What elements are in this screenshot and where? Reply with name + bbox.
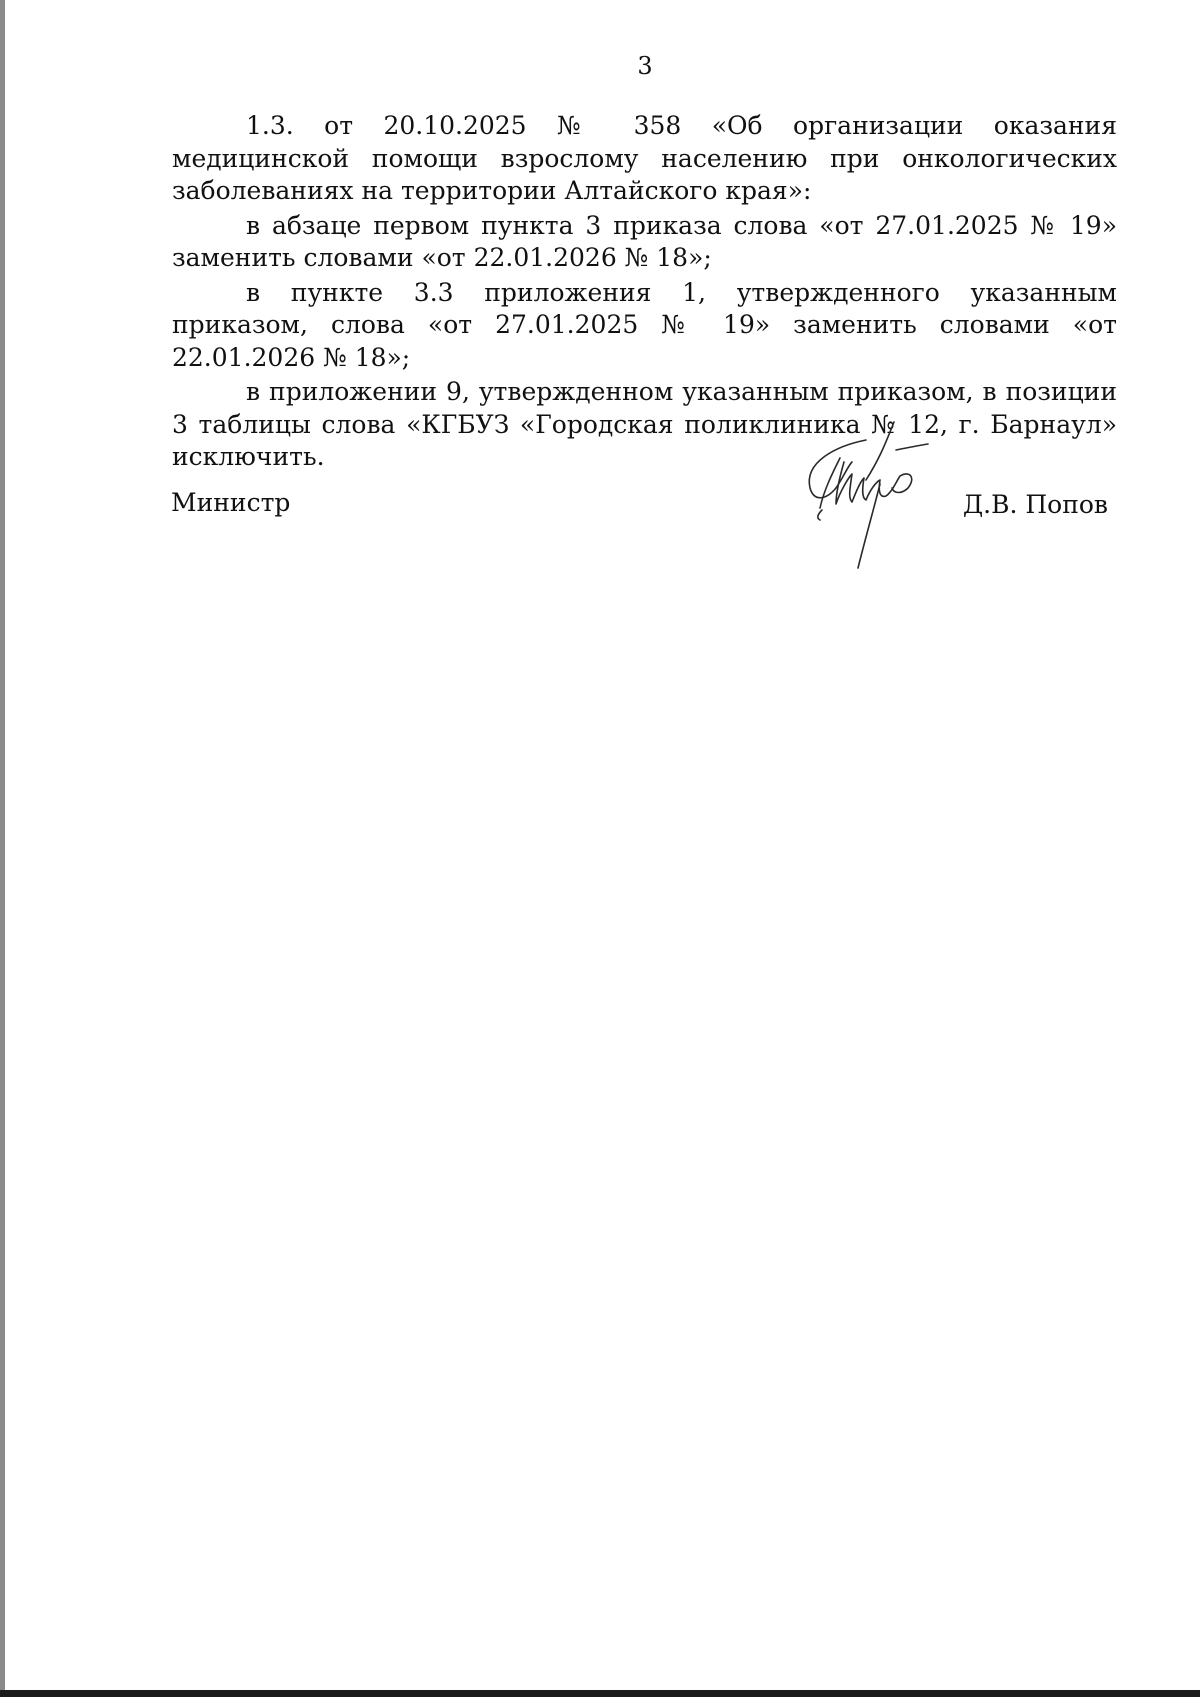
scan-edge-left (0, 0, 5, 1697)
signer-name: Д.В. Попов (962, 490, 1108, 519)
paragraph-amendment-order-point: в абзаце первом пункта 3 приказа слова «от 27.01.2025 № 19» заменить словами «от 22.01.2026 № 18»; (172, 210, 1117, 272)
page-number: 3 (637, 52, 653, 80)
handwritten-signature-icon (796, 418, 936, 574)
paragraph-amendment-appendix-1: в пункте 3.3 приложения 1, утвержденного указанным приказом, слова «от 27.01.2025 № 19» заменить словами «от 22.01.2026 № 18»; (172, 277, 1117, 372)
scan-edge-bottom (0, 1690, 1200, 1697)
paragraph-amendment-appendix-9: в приложении 9, утвержденном указанным приказом, в позиции 3 таблицы слова «КГБУЗ «Городская поликлиника № 12, г. Барнаул» исключить. (172, 377, 1117, 471)
document-body (172, 110, 1117, 476)
signature-position-title: Министр (171, 488, 291, 517)
paragraph-amendment-heading: 1.3. от 20.10.2025 № 358 «Об организации оказания медицинской помощи взрослому населению при онкологических заболеваниях на территории Алтайского края»: (172, 111, 1117, 205)
